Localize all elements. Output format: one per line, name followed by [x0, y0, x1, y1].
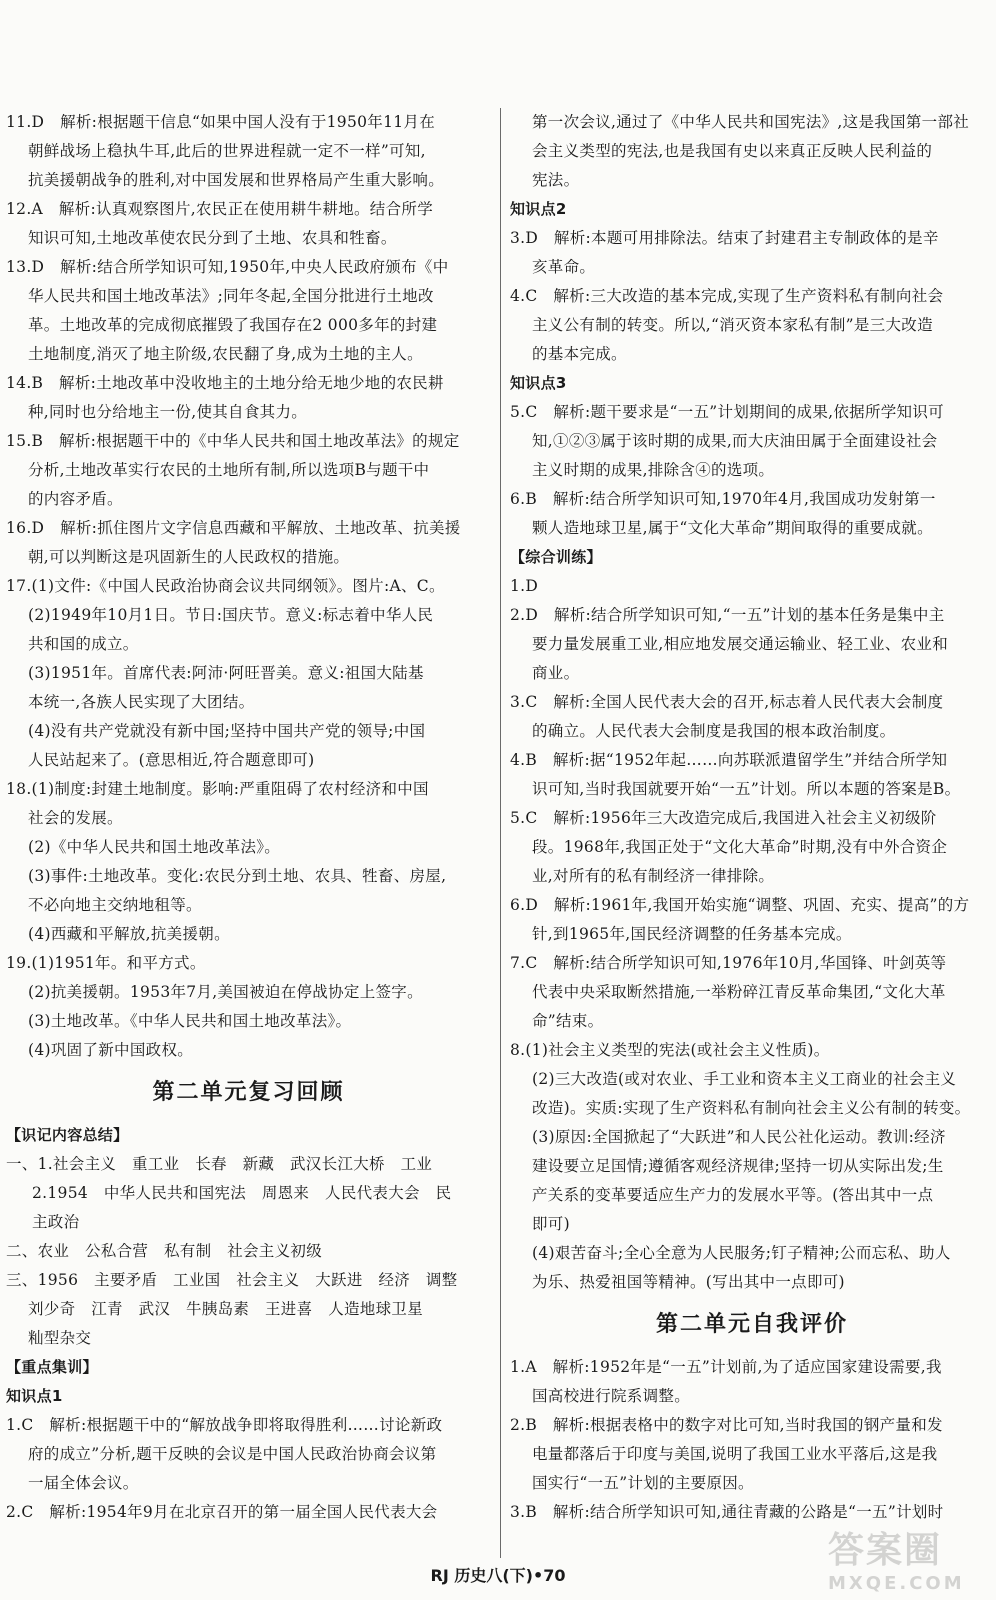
text-line: 6.D 解析:1961年,我国开始实施“调整、巩固、充实、提高”的方	[510, 896, 970, 914]
text-line: 19.(1)1951年。和平方式。	[6, 954, 206, 972]
section-title: 第二单元复习回顾	[152, 1080, 345, 1105]
text-line: (2)1949年10月1日。节日:国庆节。意义:标志着中华人民	[28, 606, 434, 624]
text-line: 商业。	[532, 664, 580, 682]
right-column	[510, 108, 994, 1527]
text-line: 5.C 解析:1956年三大改造完成后,我国进入社会主义初级阶	[510, 809, 937, 827]
text-line: 华人民共和国土地改革法》;同年冬起,全国分批进行土地改	[28, 287, 434, 305]
text-line: 3.C 解析:全国人民代表大会的召开,标志着人民代表大会制度	[510, 693, 944, 711]
text-line: 要力量发展重工业,相应地发展交通运输业、轻工业、农业和	[532, 635, 949, 653]
text-line: 12.A 解析:认真观察图片,农民正在使用耕牛耕地。结合所学	[6, 200, 433, 218]
text-line: 1.A 解析:1952年是“一五”计划前,为了适应国家建设需要,我	[510, 1358, 942, 1376]
text-line: 业,对所有的私有制经济一律排除。	[532, 867, 775, 885]
text-line: (3)事件:土地改革。变化:农民分到土地、农具、牲畜、房屋,	[28, 867, 447, 885]
text-line: 即可)	[532, 1215, 570, 1233]
section-heading: 知识点2	[510, 200, 567, 218]
text-line: 建设要立足国情;遵循客观经济规律;坚持一切从实际出发;生	[532, 1157, 944, 1175]
text-line: 宪法。	[532, 171, 580, 189]
text-line: 13.D 解析:结合所学知识可知,1950年,中央人民政府颁布《中	[6, 258, 449, 276]
section-heading: 知识点1	[6, 1387, 63, 1405]
text-line: 分析,土地改革实行农民的土地所有制,所以选项B与题干中	[28, 461, 430, 479]
text-line: 电量都落后于印度与美国,说明了我国工业水平落后,这是我	[532, 1445, 938, 1463]
text-line: 土地制度,消灭了地主阶级,农民翻了身,成为土地的主人。	[28, 345, 423, 363]
text-line: 2.1954 中华人民共和国宪法 周恩来 人民代表大会 民	[32, 1184, 452, 1202]
text-line: 的基本完成。	[532, 345, 627, 363]
text-line: 改造)。实质:实现了生产资料私有制向社会主义公有制的转变。	[532, 1099, 971, 1117]
text-line: 会主义类型的宪法,也是我国有史以来真正反映人民利益的	[532, 142, 933, 160]
text-line: 第一次会议,通过了《中华人民共和国宪法》,这是我国第一部社	[532, 113, 970, 131]
section-heading: 【重点集训】	[6, 1358, 98, 1376]
section-title: 第二单元自我评价	[655, 1312, 848, 1337]
text-line: 2.B 解析:根据表格中的数字对比可知,当时我国的钢产量和发	[510, 1416, 943, 1434]
section-heading: 【识记内容总结】	[6, 1126, 129, 1144]
text-line: 2.C 解析:1954年9月在北京召开的第一届全国人民代表大会	[6, 1503, 438, 1521]
text-line: (3)1951年。首席代表:阿沛·阿旺晋美。意义:祖国大陆基	[28, 664, 424, 682]
text-line: 主义公有制的转变。所以,“消灭资本家私有制”是三大改造	[532, 316, 933, 334]
left-column	[6, 108, 491, 1527]
text-line: 17.(1)文件:《中国人民政治协商会议共同纲领》。图片:A、C。	[6, 577, 445, 595]
text-line: 国高校进行院系调整。	[532, 1387, 691, 1405]
text-line: (4)西藏和平解放,抗美援朝。	[28, 925, 230, 943]
text-line: 14.B 解析:土地改革中没收地主的土地分给无地少地的农民耕	[6, 374, 444, 392]
text-line: 种,同时也分给地主一份,使其自食其力。	[28, 403, 308, 421]
text-line: 籼型杂交	[28, 1329, 92, 1347]
text-line: 本统一,各族人民实现了大团结。	[28, 693, 255, 711]
text-line: 一、1.社会主义 重工业 长春 新藏 武汉长江大桥 工业	[6, 1155, 433, 1173]
text-line: 1.D	[510, 577, 539, 595]
text-line: 7.C 解析:结合所学知识可知,1976年10月,华国锋、叶剑英等	[510, 954, 947, 972]
text-line: 为乐、热爱祖国等精神。(写出其中一点即可)	[532, 1273, 845, 1291]
column-divider	[500, 108, 501, 1558]
text-line: 府的成立”分析,题干反映的会议是中国人民政治协商会议第	[28, 1445, 437, 1463]
text-line: (4)艰苦奋斗;全心全意为人民服务;钉子精神;公而忘私、助人	[532, 1244, 951, 1262]
text-line: 16.D 解析:抓住图片文字信息西藏和平解放、土地改革、抗美援	[6, 519, 461, 537]
text-line: 主政治	[32, 1213, 80, 1231]
text-line: 知,①②③属于该时期的成果,而大庆油田属于全面建设社会	[532, 432, 938, 450]
text-line: 6.B 解析:结合所学知识可知,1970年4月,我国成功发射第一	[510, 490, 936, 508]
text-line: (3)土地改革。《中华人民共和国土地改革法》。	[28, 1012, 352, 1030]
text-line: 主义时期的成果,排除含④的选项。	[532, 461, 775, 479]
text-line: (2)抗美援朝。1953年7月,美国被迫在停战协定上签字。	[28, 983, 423, 1001]
text-line: 颗人造地球卫星,属于“文化大革命”期间取得的重要成就。	[532, 519, 933, 537]
text-line: 2.D 解析:结合所学知识可知,“一五”计划的基本任务是集中主	[510, 606, 945, 624]
text-line: 针,到1965年,国民经济调整的任务基本完成。	[532, 925, 852, 943]
watermark-url: MXQE.COM	[828, 1573, 965, 1594]
text-line: 三、1956 主要矛盾 工业国 社会主义 大跃进 经济 调整	[6, 1271, 458, 1289]
text-line: 命”结束。	[532, 1012, 604, 1030]
text-line: 1.C 解析:根据题干中的“解放战争即将取得胜利……讨论新政	[6, 1416, 443, 1434]
text-line: (2)《中华人民共和国土地改革法》。	[28, 838, 281, 856]
text-line: 段。1968年,我国正处于“文化大革命”时期,没有中外合资企	[532, 838, 948, 856]
page-footer: RJ 历史八(下)•70	[430, 1566, 566, 1585]
text-line: 3.D 解析:本题可用排除法。结束了封建君主专制政体的是辛	[510, 229, 939, 247]
text-line: 3.B 解析:结合所学知识可知,通往青藏的公路是“一五”计划时	[510, 1503, 944, 1521]
text-line: 二、农业 公私合营 私有制 社会主义初级	[6, 1242, 323, 1260]
text-line: 朝,可以判断这是巩固新生的人民政权的措施。	[28, 548, 350, 566]
text-line: 人民站起来了。(意思相近,符合题意即可)	[28, 751, 315, 769]
section-heading: 知识点3	[510, 374, 567, 392]
text-line: 代表中央采取断然措施,一举粉碎江青反革命集团,“文化大革	[532, 983, 946, 1001]
text-line: 革。土地改革的完成彻底摧毁了我国存在2 000多年的封建	[28, 316, 438, 334]
text-line: 4.C 解析:三大改造的基本完成,实现了生产资料私有制向社会	[510, 287, 944, 305]
text-line: 共和国的成立。	[28, 635, 139, 653]
text-line: 的内容矛盾。	[28, 490, 123, 508]
text-line: 朝鲜战场上稳执牛耳,此后的世界进程就一定不一样”可知,	[28, 142, 426, 160]
text-line: 11.D 解析:根据题干信息“如果中国人没有于1950年11月在	[6, 113, 435, 131]
text-line: (4)巩固了新中国政权。	[28, 1041, 194, 1059]
text-line: (4)没有共产党就没有新中国;坚持中国共产党的领导;中国	[28, 722, 426, 740]
watermark-logo	[828, 1522, 988, 1592]
text-line: (2)三大改造(或对农业、手工业和资本主义工商业的社会主义	[532, 1070, 957, 1088]
section-heading: 【综合训练】	[510, 548, 602, 566]
text-line: 的确立。人民代表大会制度是我国的根本政治制度。	[532, 722, 896, 740]
text-line: 15.B 解析:根据题干中的《中华人民共和国土地改革法》的规定	[6, 432, 460, 450]
text-line: 不必向地主交纳地租等。	[28, 896, 202, 914]
text-line: 18.(1)制度:封建土地制度。影响:严重阻碍了农村经济和中国	[6, 780, 429, 798]
text-line: 知识可知,土地改革使农民分到了土地、农具和牲畜。	[28, 229, 397, 247]
text-line: 国实行“一五”计划的主要原因。	[532, 1474, 754, 1492]
text-line: 产关系的变革要适应生产力的发展水平等。(答出其中一点	[532, 1186, 934, 1204]
watermark-text: 答案圈	[828, 1530, 943, 1571]
text-line: 社会的发展。	[28, 809, 123, 827]
text-line: 亥革命。	[532, 258, 596, 276]
text-line: 5.C 解析:题干要求是“一五”计划期间的成果,依据所学知识可	[510, 403, 944, 421]
text-line: 抗美援朝战争的胜利,对中国发展和世界格局产生重大影响。	[28, 171, 445, 189]
text-line: 识可知,当时我国就要开始“一五”计划。所以本题的答案是B。	[532, 780, 961, 798]
text-line: 一届全体会议。	[28, 1474, 139, 1492]
text-line: 4.B 解析:据“1952年起……向苏联派遣留学生”并结合所学知	[510, 751, 948, 769]
text-line: 刘少奇 江青 武汉 牛胰岛素 王进喜 人造地球卫星	[28, 1300, 424, 1318]
text-line: 8.(1)社会主义类型的宪法(或社会主义性质)。	[510, 1041, 830, 1059]
text-line: (3)原因:全国掀起了“大跃进”和人民公社化运动。教训:经济	[532, 1128, 946, 1146]
